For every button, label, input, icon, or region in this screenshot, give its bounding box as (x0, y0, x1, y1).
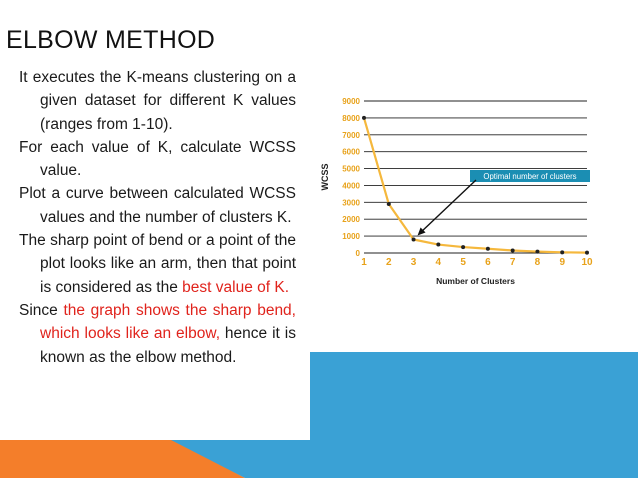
x-tick-label: 10 (581, 257, 593, 268)
data-point (461, 245, 465, 249)
bullet-text-run: hence it is known as the elbow method. (40, 325, 296, 366)
bullet-text-run: Since (19, 301, 64, 319)
bullet-text-run: For each value of K, calculate WCSS value. (19, 138, 296, 180)
y-tick-label: 8000 (342, 113, 360, 123)
bullet-text-run: the graph shows the sharp bend, which looks like an elbow, (40, 301, 296, 343)
x-tick-label: 5 (460, 257, 466, 268)
slide-title: ELBOW METHOD (6, 26, 216, 54)
y-tick-label: 9000 (342, 97, 360, 106)
y-tick-label: 7000 (342, 130, 360, 140)
elbow-chart (311, 88, 601, 288)
x-tick-label: 2 (385, 257, 392, 268)
bullet-1 (0, 66, 310, 136)
y-tick-labels (342, 97, 360, 258)
x-tick-label: 3 (410, 257, 417, 268)
data-point (560, 250, 564, 254)
annotation-text: Optimal number of clusters (483, 172, 577, 181)
x-tick-label: 8 (534, 257, 541, 268)
bullet-4 (0, 229, 310, 299)
y-tick-label: 5000 (342, 164, 360, 174)
x-tick-label: 6 (485, 257, 491, 268)
y-tick-label: 3000 (342, 198, 360, 208)
y-tick-label: 6000 (342, 147, 360, 157)
y-tick-label: 0 (355, 249, 360, 258)
data-point (511, 248, 515, 252)
data-point (412, 237, 416, 241)
bullet-3 (0, 182, 310, 229)
data-point (585, 251, 589, 255)
x-tick-label: 7 (509, 257, 516, 268)
x-axis-label: Number of Clusters (436, 276, 515, 286)
y-axis-label: WCSS (320, 163, 330, 191)
data-point (387, 202, 391, 206)
data-point (486, 247, 490, 251)
x-tick-label: 4 (435, 257, 442, 268)
x-tick-labels (361, 257, 593, 268)
data-point (535, 250, 539, 254)
x-tick-label: 9 (559, 257, 566, 268)
y-tick-label: 4000 (342, 181, 360, 191)
y-tick-label: 1000 (342, 232, 360, 242)
annotation-arrow-line (421, 180, 476, 232)
bullet-list (0, 66, 310, 369)
bullet-text-run: Plot a curve between calculated WCSS values and the number of clusters K. (19, 185, 296, 226)
data-point (436, 243, 440, 247)
bullet-5 (0, 299, 310, 369)
y-tick-label: 2000 (342, 215, 360, 225)
bullet-2 (0, 136, 310, 183)
bullet-text-run: best value of K. (182, 278, 290, 296)
x-tick-label: 1 (361, 257, 367, 268)
bullet-text-run: It executes the K-means clustering on a given dataset for different K values (ranges from 1-10). (19, 69, 296, 133)
data-point (362, 116, 366, 120)
bullet-text-run: The sharp point of bend or a point of the plot looks like an arm, then that point is considered as the (19, 232, 296, 296)
